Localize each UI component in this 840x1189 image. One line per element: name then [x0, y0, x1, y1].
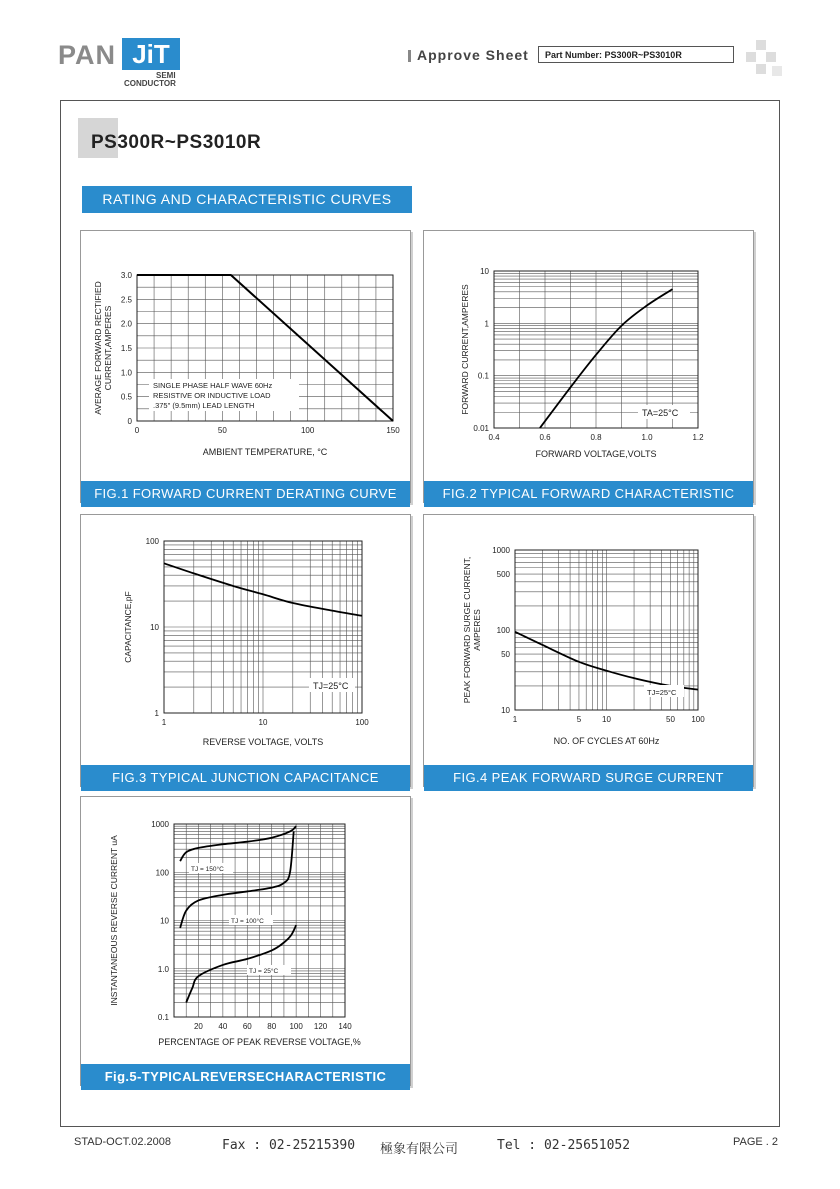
x-tick-label: 100: [300, 426, 315, 435]
y-tick-label: 1.0: [120, 368, 132, 378]
footer-tel: Tel : 02-25651052: [497, 1138, 631, 1153]
fig1-annotation-line: .375" (9.5mm) LEAD LENGTH: [153, 401, 255, 410]
x-tick-label: 120: [313, 1022, 328, 1031]
x-tick-label: 5: [576, 715, 582, 724]
fig3-panel: [80, 514, 411, 787]
fig5-series-line: [186, 925, 296, 1002]
y-tick-label: 100: [496, 626, 510, 635]
fig3-annotation: TJ=25°C: [313, 681, 349, 691]
x-tick-label: 50: [217, 426, 227, 435]
fig1-panel: [80, 230, 411, 503]
x-axis-label: NO. OF CYCLES AT 60Hz: [553, 736, 660, 746]
y-tick-label: 1.0: [157, 964, 169, 974]
y-axis-label: CAPACITANCE,pF: [123, 591, 133, 663]
x-tick-label: 100: [289, 1022, 303, 1031]
y-tick-label: 0.5: [120, 392, 132, 402]
y-tick-label: 0.1: [157, 1013, 169, 1022]
y-tick-label: 0.01: [473, 424, 489, 433]
fig4-chart: [424, 515, 753, 760]
y-tick-label: 10: [501, 706, 510, 715]
x-tick-label: 10: [602, 715, 611, 724]
y-tick-label: 100: [155, 868, 169, 878]
page-title: PS300R~PS3010R: [91, 132, 262, 153]
logo-pan-text: PAN: [58, 40, 117, 70]
x-tick-label: 100: [355, 718, 369, 727]
fig5-chart: [81, 797, 410, 1059]
x-tick-label: 80: [267, 1022, 277, 1031]
y-tick-label: 10: [150, 623, 159, 632]
y-tick-label: 1: [484, 319, 489, 329]
x-tick-label: 1: [161, 718, 167, 727]
fig2-chart: [424, 231, 753, 476]
x-tick-label: 50: [666, 715, 675, 724]
footer-company: 極象有限公司: [380, 1142, 459, 1157]
x-tick-label: 1.0: [641, 433, 653, 442]
fig5-series-label: TJ = 25°C: [249, 968, 279, 975]
fig1-annotation-line: RESISTIVE OR INDUCTIVE LOAD: [153, 391, 271, 400]
y-tick-label: 500: [496, 570, 510, 580]
y-tick-label: 1: [154, 709, 159, 718]
y-tick-label: 1.5: [120, 344, 132, 353]
fig5-series-label: TJ = 150°C: [191, 866, 224, 873]
footer-fax: Fax : 02-25215390: [222, 1138, 356, 1153]
y-tick-label: 1000: [151, 820, 169, 829]
y-tick-label: 2.5: [120, 295, 132, 305]
x-tick-label: 0.6: [539, 433, 551, 442]
y-axis-label-2: CURRENT,AMPERES: [103, 305, 113, 391]
y-tick-label: 10: [480, 267, 489, 276]
x-axis-label: AMBIENT TEMPERATURE, °C: [202, 447, 328, 457]
x-axis-label: PERCENTAGE OF PEAK REVERSE VOLTAGE,%: [158, 1037, 361, 1047]
fig2-annotation: TA=25°C: [642, 408, 679, 418]
approve-sheet-label: Approve Sheet: [417, 47, 529, 63]
y-tick-label: 10: [160, 916, 169, 926]
x-tick-label: 40: [218, 1022, 228, 1031]
fig4-caption: FIG.4 PEAK FORWARD SURGE CURRENT: [424, 765, 753, 791]
approve-sheet-marker: [408, 50, 411, 62]
fig4-annotation: TJ=25°C: [647, 688, 677, 697]
x-tick-label: 0.8: [590, 433, 602, 442]
x-tick-label: 100: [691, 715, 705, 724]
x-tick-label: 140: [338, 1022, 352, 1031]
fig1-chart: [81, 231, 410, 476]
fig5-caption: Fig.5-TYPICALREVERSECHARACTERISTIC: [81, 1064, 410, 1090]
y-tick-label: 0: [127, 417, 132, 426]
y-axis-label: AVERAGE FORWARD RECTIFIED: [93, 281, 103, 415]
y-axis-label-2: AMPERES: [472, 609, 482, 651]
fig2-panel: [423, 230, 754, 503]
x-tick-label: 0: [134, 426, 140, 435]
y-tick-label: 0.1: [477, 371, 489, 381]
x-axis-label: FORWARD VOLTAGE,VOLTS: [535, 449, 657, 459]
y-tick-label: 50: [501, 650, 510, 660]
part-number-box: Part Number: PS300R~PS3010R: [538, 46, 734, 63]
x-axis-label: REVERSE VOLTAGE, VOLTS: [202, 737, 324, 747]
x-tick-label: 60: [242, 1022, 252, 1031]
logo-semi-text: SEMI: [156, 71, 176, 80]
fig3-chart: [81, 515, 410, 760]
fig5-series-label: TJ = 100°C: [231, 918, 264, 925]
fig2-caption: FIG.2 TYPICAL FORWARD CHARACTERISTIC: [424, 481, 753, 507]
fig3-caption: FIG.3 TYPICAL JUNCTION CAPACITANCE: [81, 765, 410, 791]
decorative-squares-icon: [742, 40, 782, 80]
fig1-annotation-line: SINGLE PHASE HALF WAVE 60Hz: [153, 381, 273, 390]
y-tick-label: 3.0: [120, 271, 132, 280]
logo-conductor-text: CONDUCTOR: [124, 79, 176, 88]
fig1-caption: FIG.1 FORWARD CURRENT DERATING CURVE: [81, 481, 410, 507]
x-tick-label: 1: [512, 715, 518, 724]
footer-doc-code: STAD-OCT.02.2008: [74, 1136, 172, 1148]
y-tick-label: 1000: [492, 546, 510, 555]
x-tick-label: 10: [258, 718, 268, 727]
x-tick-label: 1.2: [692, 433, 704, 442]
y-axis-label: INSTANTANEOUS REVERSE CURRENT uA: [109, 835, 119, 1006]
y-axis-label: FORWARD CURRENT,AMPERES: [460, 284, 470, 415]
logo-jit-badge: JiT: [122, 38, 180, 70]
section-title: RATING AND CHARACTERISTIC CURVES: [82, 186, 412, 213]
y-axis-label: PEAK FORWARD SURGE CURRENT,: [462, 556, 472, 704]
x-tick-label: 150: [386, 426, 400, 435]
y-tick-label: 2.0: [120, 319, 132, 329]
y-tick-label: 100: [145, 537, 159, 546]
fig4-panel: [423, 514, 754, 787]
fig5-panel: [80, 796, 411, 1086]
x-tick-label: 0.4: [488, 433, 500, 442]
x-tick-label: 20: [193, 1022, 203, 1031]
footer-page: PAGE . 2: [733, 1136, 779, 1148]
